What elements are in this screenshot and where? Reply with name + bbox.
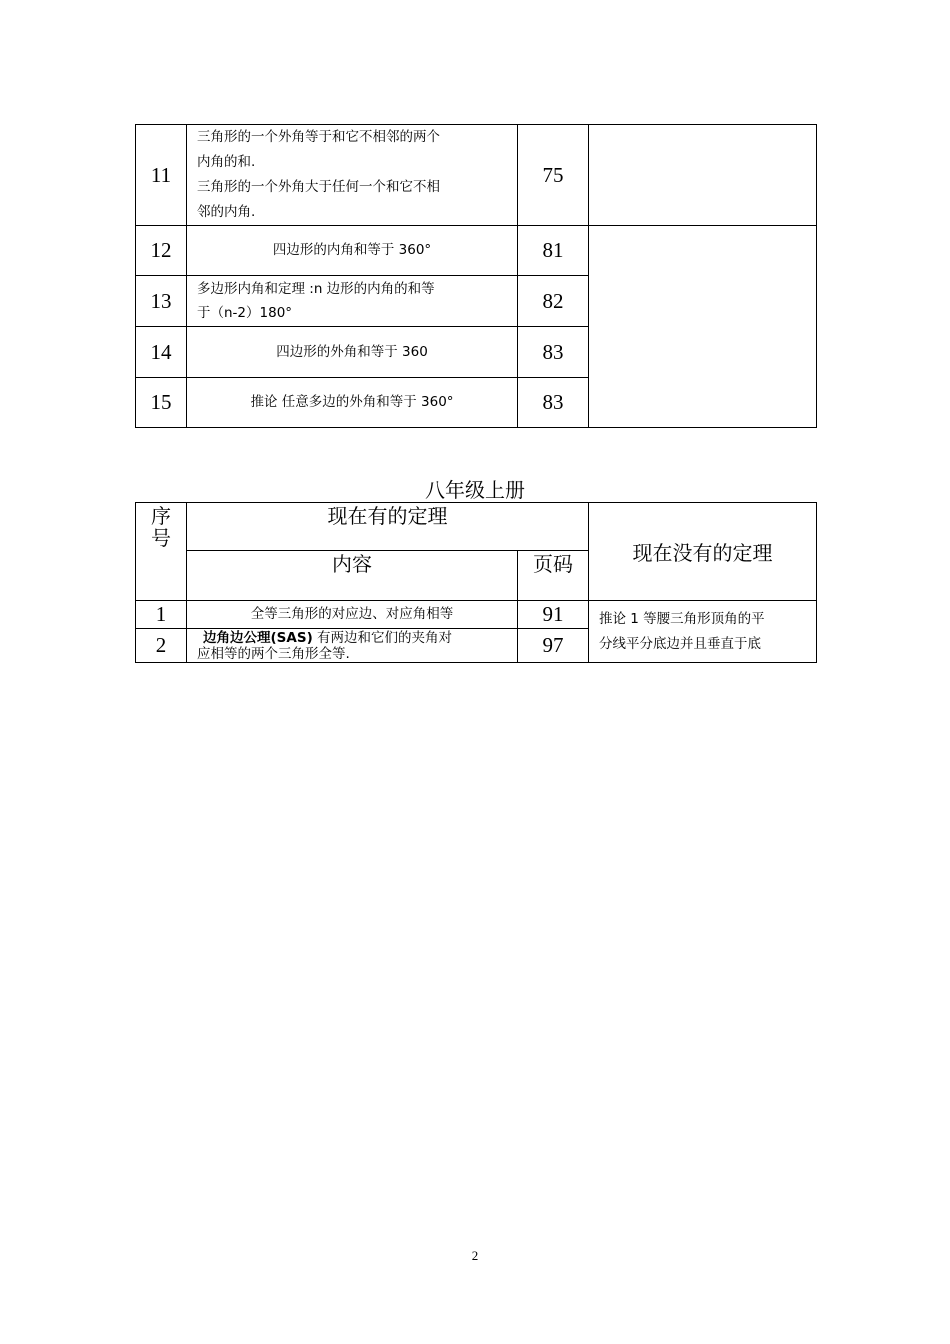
theorem-content: 全等三角形的对应边、对应角相等 [187, 601, 518, 629]
table-header-row [136, 503, 817, 551]
section-title: 八年级上册 [425, 478, 525, 502]
missing-theorem-cell: 推论 1 等腰三角形顶角的平 分线平分底边并且垂直于底 [589, 601, 817, 663]
page-number-cell: 75 [518, 125, 589, 226]
page-number-cell: 97 [518, 629, 589, 663]
table-row [136, 601, 817, 629]
row-number: 11 [136, 125, 187, 226]
page-number-cell: 81 [518, 226, 589, 276]
page-number-cell: 82 [518, 276, 589, 327]
missing-theorem-cell [589, 226, 817, 428]
theorem-content: 推论 任意多边的外角和等于 360° [187, 378, 518, 428]
page-number-cell: 83 [518, 378, 589, 428]
theorem-content: 三角形的一个外角等于和它不相邻的两个 内角的和. 三角形的一个外角大于任何一个和它不相 邻的内角. [187, 125, 518, 226]
row-number: 14 [136, 327, 187, 378]
header-number: 序 号 [136, 503, 187, 601]
table-row [136, 226, 817, 276]
theorem-name: 边角边公理(SAS) [203, 629, 313, 646]
missing-theorem-cell [589, 125, 817, 226]
theorem-content: 多边形内角和定理 :n 边形的内角的和等 于（n-2）180° [187, 276, 518, 327]
header-missing-theorems: 现在没有的定理 [589, 503, 817, 601]
theorem-content: 四边形的内角和等于 360° [187, 226, 518, 276]
row-number: 15 [136, 378, 187, 428]
table-row [136, 125, 817, 226]
page-number-cell: 91 [518, 601, 589, 629]
row-number: 2 [136, 629, 187, 663]
row-number: 12 [136, 226, 187, 276]
row-number: 13 [136, 276, 187, 327]
page-number: 2 [471, 1248, 479, 1263]
theorem-content: 边角边公理(SAS) 有两边和它们的夹角对 应相等的两个三角形全等. [187, 629, 518, 663]
header-content: 内容 [187, 551, 518, 601]
header-existing-theorems: 现在有的定理 [187, 503, 589, 551]
theorem-content: 四边形的外角和等于 360 [187, 327, 518, 378]
header-page: 页码 [518, 551, 589, 601]
theorem-table-grade8 [135, 502, 817, 663]
theorem-table-continued [135, 124, 817, 428]
page-number-cell: 83 [518, 327, 589, 378]
row-number: 1 [136, 601, 187, 629]
